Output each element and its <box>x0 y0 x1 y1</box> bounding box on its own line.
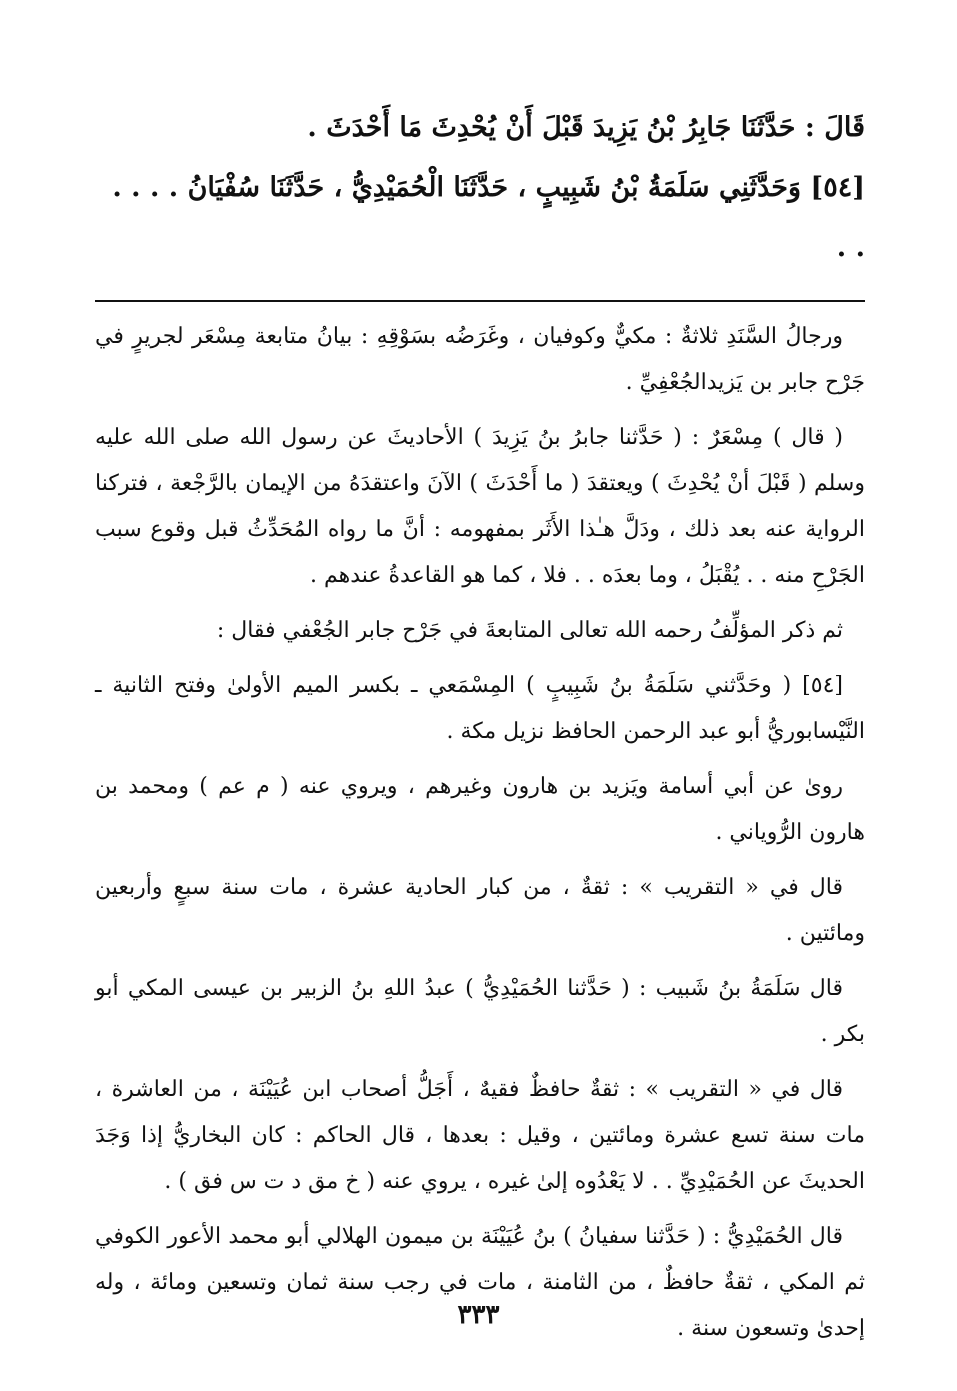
commentary-paragraph: قال في « التقريب » : ثقةٌ حافظٌ فقيهٌ ، أَجَلُّ أصحاب ابن عُيَيْنَة ، من العاشرة ، مات سنة تسع عشرة ومائتين ، وقيل : بعدها ، قال الحاكم : كان البخاريُّ إذا وَجَدَ الحديثَ عن الحُمَيْدِيِّ . . لا يَعْدُوه إلىٰ غيره ، يروي عنه ( خ مق د ت س فق ) . <box>95 1077 865 1194</box>
page-content <box>95 98 865 1361</box>
commentary-paragraph: ( قال ) مِسْعَرٌ : ( حَدَّثنا جابرُ بنُ يَزِيدَ ) الأحاديثَ عن رسول الله صلى الله عليه وسلم ( قَبْلَ أنْ يُحْدِثَ ) ويعتقدَ ( ما أَحْدَثَ ) الآنَ واعتقدَهُ من الإيمان بالرَّجْعة ، فتركنا الرواية عنه بعد ذلك ، ودَلَّ هـٰذا الأَثَر بمفهومه : أنَّ ما رواه المُحَدِّثُ قبل وقوع سبب الجَرْحِ منه . . يُقْبَلُ ، وما بعدَه . . فلا ، كما هو القاعدةُ عندهم . <box>95 425 865 588</box>
commentary-paragraph: ورجالُ السَّنَدِ ثلاثةٌ : مكيٌّ وكوفيان ، وغَرَضُه بسَوْقِهِ : بيانُ متابعة مِسْعَر لجريرٍ في جَرْح جابر بن يَزيدالجُعْفِيِّ . <box>95 324 865 395</box>
commentary-paragraph: روىٰ عن أبي أسامة ويَزيد بن هارون وغيرهم ، ويروي عنه ( م عم ) ومحمد بن هارون الرُّوياني . <box>95 774 865 845</box>
commentary-block <box>95 314 865 1352</box>
commentary-paragraph: ثم ذكر المؤلِّفُ رحمه الله تعالى المتابعةَ في جَرْح جابر الجُعْفي فقال : <box>216 618 843 643</box>
text-divider <box>95 300 865 302</box>
hadith-text-block <box>95 98 865 278</box>
page-number: ٣٣٣ <box>457 1300 500 1330</box>
commentary-paragraph: قال الحُمَيْدِيُّ : ( حَدَّثنا سفيانُ ) بنُ عُيَيْنَة بن ميمون الهلالي أبو محمد الأعور الكوفي ثم المكي ، ثقةٌ حافظٌ ، من الثامنة ، مات في رجب سنة ثمان وتسعين ومائة ، وله إحدىٰ وتسعون سنة . <box>95 1224 865 1341</box>
commentary-paragraph: [٥٤] ( وحَدَّثني سَلَمَةُ بنُ شَبِيبٍ ) المِسْمَعي ـ بكسر الميم الأولىٰ وفتح الثانية ـ النَّيْسابوريُّ أبو عبد الرحمن الحافظ نزيل مكة . <box>95 673 865 744</box>
hadith-line-2: [٥٤] وَحَدَّثَنِي سَلَمَةُ بْنُ شَبِيبٍ ، حَدَّثَنَا الْحُمَيْدِيُّ ، حَدَّثَنَا سُفْيَانُ . . . . . . <box>112 172 865 263</box>
commentary-paragraph: قال في « التقريب » : ثقةٌ ، من كبار الحادية عشرة ، مات سنة سبعٍ وأربعين ومائتين . <box>95 875 865 946</box>
commentary-paragraph: قال سَلَمَةُ بنُ شَبيب : ( حَدَّثنا الحُمَيْدِيُّ ) عبدُ اللهِ بنُ الزبير بن عيسى المكي أبو بكر . <box>95 976 865 1047</box>
hadith-line-1: قَالَ : حَدَّثَنَا جَابِرُ بْنُ يَزِيدَ قَبْلَ أَنْ يُحْدِثَ مَا أَحْدَثَ . <box>307 112 865 143</box>
